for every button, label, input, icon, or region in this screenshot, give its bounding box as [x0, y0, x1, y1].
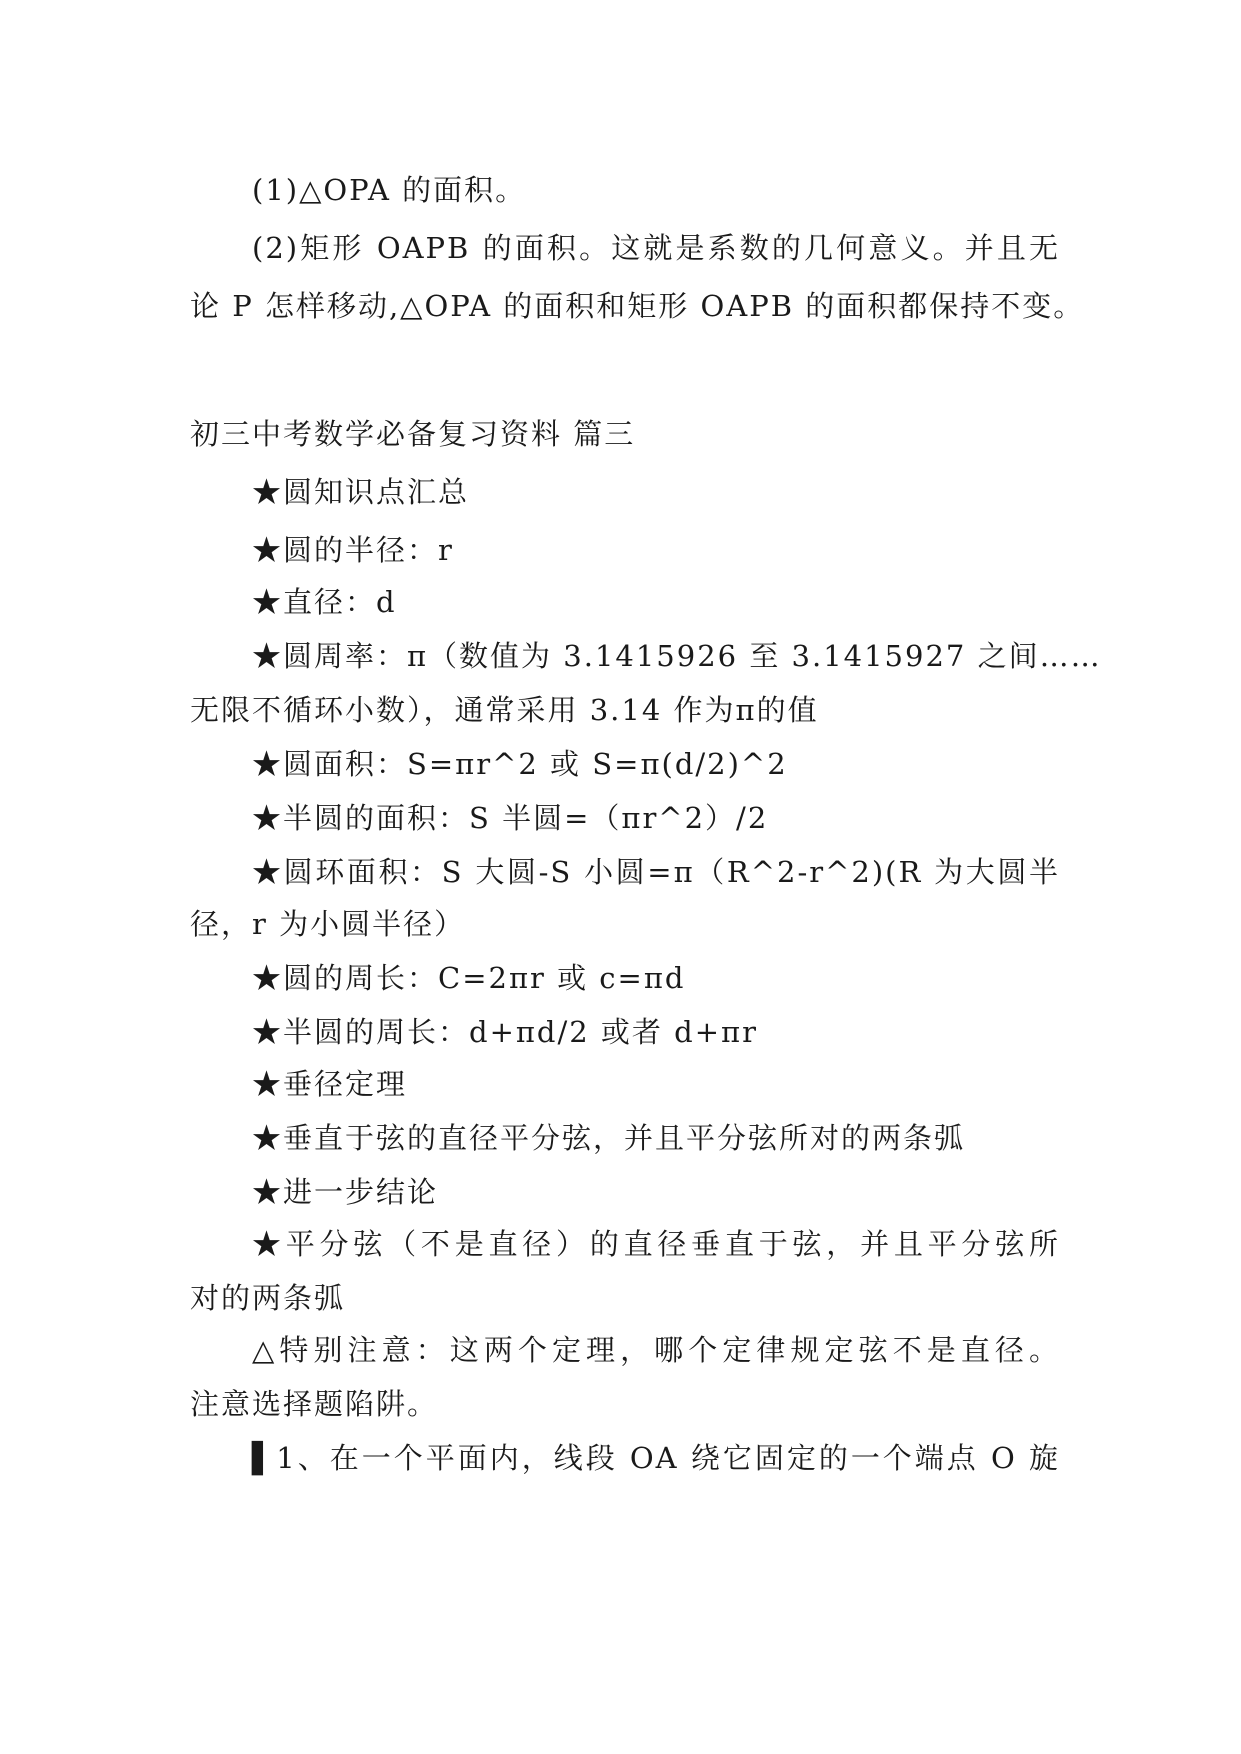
paragraph-line: ★圆的半径：r	[252, 533, 454, 567]
paragraph-line: ★半圆的周长：d+πd/2 或者 d+πr	[252, 1015, 758, 1049]
paragraph-line: 论 P 怎样移动,△OPA 的面积和矩形 OAPB 的面积都保持不变。	[190, 289, 1085, 323]
paragraph-line: △特别注意：这两个定理，哪个定律规定弦不是直径。	[252, 1333, 1060, 1367]
paragraph-line: ★平分弦（不是直径）的直径垂直于弦，并且平分弦所	[252, 1227, 1060, 1261]
paragraph-line: ★圆周率：π（数值为 3.1415926 至 3.1415927 之间……	[252, 639, 1102, 673]
paragraph-line: ★直径：d	[252, 585, 397, 619]
paragraph-line: ★圆面积：S=πr^2 或 S=π(d/2)^2	[252, 747, 788, 781]
paragraph-line: 对的两条弧	[190, 1281, 346, 1315]
paragraph-line: ▌1、在一个平面内，线段 OA 绕它固定的一个端点 O 旋	[252, 1441, 1060, 1475]
paragraph-line: ★垂直于弦的直径平分弦，并且平分弦所对的两条弧	[252, 1121, 966, 1155]
paragraph-line: (1)△OPA 的面积。	[252, 173, 527, 207]
paragraph-line: ★圆环面积：S 大圆-S 小圆=π（R^2-r^2)(R 为大圆半	[252, 855, 1060, 889]
paragraph-line: ★圆的周长：C=2πr 或 c=πd	[252, 961, 686, 995]
paragraph-line: 注意选择题陷阱。	[190, 1387, 439, 1421]
paragraph-line: ★半圆的面积：S 半圆=（πr^2）/2	[252, 801, 769, 835]
paragraph-line: 径，r 为小圆半径）	[190, 907, 466, 941]
paragraph-line: (2)矩形 OAPB 的面积。这就是系数的几何意义。并且无	[252, 231, 1060, 265]
paragraph-line: ★圆知识点汇总	[252, 475, 470, 509]
paragraph-line: ★垂径定理	[252, 1067, 408, 1101]
paragraph-line: ★进一步结论	[252, 1175, 439, 1209]
section-heading: 初三中考数学必备复习资料 篇三	[190, 417, 636, 451]
paragraph-line: 无限不循环小数），通常采用 3.14 作为π的值	[190, 693, 819, 727]
